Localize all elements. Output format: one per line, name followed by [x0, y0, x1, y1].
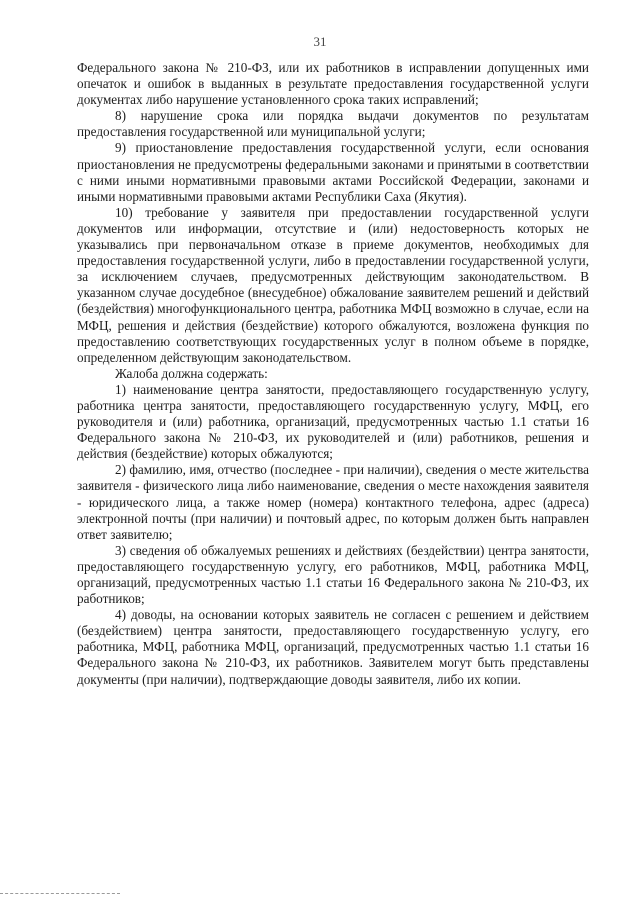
paragraph: 2) фамилию, имя, отчество (последнее - при наличии), сведения о месте жительства заявителя - физического лица либо наименование, сведения о месте нахождения заявителя - юридического лица, а также номер (номера) контактного телефона, адрес (адреса) электронной почты (при наличии) и почтовый адрес, по которым должен быть направлен ответ заявителю; — [77, 462, 589, 542]
paragraph: 1) наименование центра занятости, предоставляющего государственную услугу, работника центра занятости, предоставляющего государственную услугу, МФЦ, его руководителя и (или) работника, организаций, предусмотренных частью 1.1 статьи 16 Федерального закона № 210-ФЗ, их руководителей и (или) работников, решения и действия (бездействие) которых обжалуются; — [77, 381, 589, 462]
paragraph: 8) нарушение срока или порядка выдачи документов по результатам предоставления государственной или муниципальной услуги; — [77, 108, 589, 140]
paragraph: 4) доводы, на основании которых заявитель не согласен с решением и действием (бездействием) центра занятости, предоставляющего государственную услугу, его работника, МФЦ, работника МФЦ, организаций, предусмотренных частью 1.1 статьи 16 Федерального закона № 210-ФЗ, их работников. Заявителем могут быть представлены документы (при наличии), подтверждающие доводы заявителя, либо их копии. — [77, 607, 589, 687]
paragraph: Жалоба должна содержать: — [115, 365, 268, 381]
paragraph: Федерального закона № 210-ФЗ, или их работников в исправлении допущенных ими опечаток и ошибок в выданных в результате предоставления государственной услуги документах либо нарушение установленного срока таких исправлений; — [77, 60, 589, 108]
document-body — [77, 60, 589, 688]
paragraph: 10) требование у заявителя при предоставлении государственной услуги документов или информации, отсутствие и (или) недостоверность которых не указывались при первоначальном отказе в приеме документов, необходимых для предоставления государственной услуги, либо в предоставлении государственной услуги, за исключением случаев, предусмотренных действующим законодательством. В указанном случае досудебное (внесудебное) обжалование заявителем решений и действий (бездействия) многофункционального центра, работника МФЦ возможно в случае, если на МФЦ, решения и действия (бездействие) которого обжалуются, возложена функция по предоставлению соответствующих государственных услуг в полном объеме в порядке, определенном действующим законодательством. — [77, 204, 589, 365]
footer-divider — [0, 893, 120, 894]
page-number: 31 — [313, 34, 327, 49]
paragraph: 3) сведения об обжалуемых решениях и действиях (бездействии) центра занятости, предоставляющего государственную услугу, его работников, МФЦ, работника МФЦ, организаций, предусмотренных частью 1.1 статьи 16 Федерального закона № 210-ФЗ, их работников; — [77, 542, 589, 607]
paragraph: 9) приостановление предоставления государственной услуги, если основания приостановления не предусмотрены федеральными законами и принятыми в соответствии с ними иными нормативными правовыми актами Российской Федерации, законами и иными нормативными правовыми актами Республики Саха (Якутия). — [77, 140, 589, 204]
